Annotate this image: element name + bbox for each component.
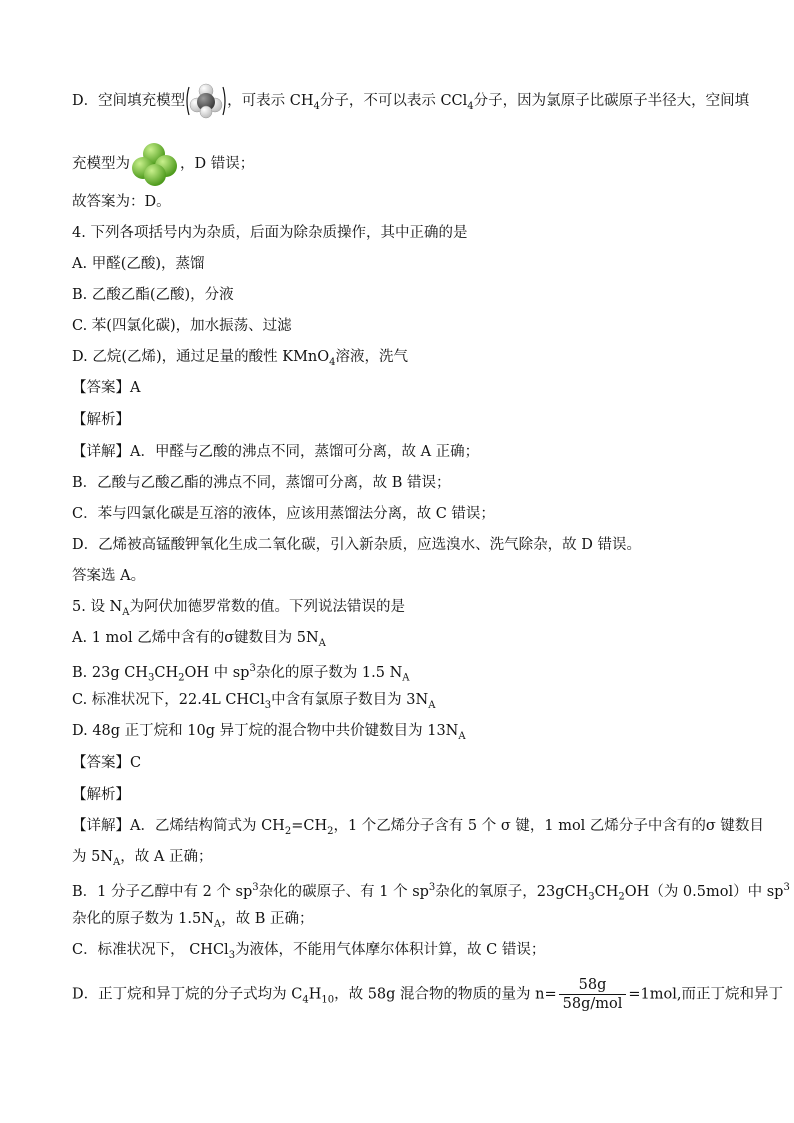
q5-explain-b-1 <box>72 878 790 908</box>
text: 溶液，洗气 <box>335 349 409 365</box>
q4-stem <box>72 223 467 243</box>
q4-explain-a <box>72 442 479 462</box>
text: 【详解】A．乙烯结构简式为 CH <box>72 818 285 834</box>
subscript: 3 <box>147 672 155 684</box>
text: 【详解】A．甲醛与乙酸的沸点不同，蒸馏可分离，故 A 正确； <box>72 444 480 460</box>
q5-answer <box>72 753 141 773</box>
text: H <box>308 986 322 1003</box>
text: D. 乙烷(乙烯)，通过足量的酸性 KMnO <box>72 349 330 365</box>
text: 【解析】 <box>72 412 130 428</box>
text: B．乙酸与乙酸乙酯的沸点不同，蒸馏可分离，故 B 错误； <box>72 475 451 491</box>
q5-option-c <box>72 690 435 716</box>
q4-option-b <box>72 285 234 305</box>
text: 故答案为：D。 <box>72 194 171 210</box>
text: 杂化的氧原子，23gCH <box>435 883 589 900</box>
subscript: 4 <box>329 356 336 368</box>
text: A. 甲醛(乙酸)，蒸馏 <box>72 256 205 272</box>
text: D．乙烯被高锰酸钾氧化生成二氧化碳，引入新杂质，应选溴水、洗气除杂，故 D 错误。 <box>72 537 641 553</box>
text: CH <box>594 883 619 900</box>
line-d3-2 <box>72 142 254 186</box>
superscript: 3 <box>783 882 790 893</box>
text: =CH <box>291 818 328 834</box>
subscript: A <box>458 730 466 742</box>
q5-explain-b-2 <box>72 909 313 935</box>
text: 为液体，不能用气体摩尔体积计算，故 C 错误； <box>235 942 546 958</box>
text: 分子，不可以表示 CCl <box>319 93 468 109</box>
subscript: 2 <box>178 672 185 684</box>
q4-jiexi <box>72 410 130 430</box>
text: ，1 个乙烯分子含有 5 个 σ 键，1 mol 乙烯分子中含有的σ 键数目 <box>333 818 764 834</box>
text: 【解析】 <box>72 787 130 803</box>
subscript: 4 <box>302 994 309 1006</box>
text: D. 48g 正丁烷和 10g 异丁烷的混合物中共价键数目为 13N <box>72 723 459 739</box>
subscript: 3 <box>264 699 272 711</box>
subscript: A <box>113 856 121 868</box>
q5-explain-a-2 <box>72 847 212 873</box>
text: OH（为 0.5mol）中 sp <box>624 883 784 900</box>
text: 答案选 A。 <box>72 568 146 584</box>
subscript: 2 <box>618 891 625 903</box>
text: C．苯与四氯化碳是互溶的液体，应该用蒸馏法分离，故 C 错误； <box>72 506 495 522</box>
text: =1mol,而正丁烷和异丁 <box>628 986 784 1003</box>
q4-explain-b <box>72 473 451 493</box>
subscript: 4 <box>313 100 320 112</box>
fraction-numerator: 58g <box>559 976 627 995</box>
text: 为 5N <box>72 849 114 865</box>
subscript: 3 <box>588 891 595 903</box>
q4-explain-c <box>72 504 495 524</box>
q5-option-a <box>72 628 326 654</box>
text: D．空间填充模型 <box>72 93 186 109</box>
q5-jiexi <box>72 785 130 805</box>
fraction-denominator: 58g/mol <box>562 996 623 1012</box>
q5-stem <box>72 597 405 623</box>
text: ，故 A 正确； <box>120 849 213 865</box>
text: 【答案】C <box>72 755 142 771</box>
q4-option-a <box>72 254 205 274</box>
text: 为阿伏加德罗常数的值。下列说法错误的是 <box>129 599 405 615</box>
text: CH <box>154 664 179 681</box>
line-d3-3 <box>72 192 171 212</box>
text: A. 1 mol 乙烯中含有的σ键数目为 5N <box>72 630 319 646</box>
q4-option-c <box>72 316 292 336</box>
text: 4. 下列各项括号内为杂质，后面为除杂质操作，其中正确的是 <box>72 225 468 241</box>
q5-option-b <box>72 659 410 689</box>
q4-answer <box>72 378 140 398</box>
subscript: A <box>122 606 130 618</box>
subscript: A <box>428 699 436 711</box>
subscript: 2 <box>284 825 292 837</box>
text: B. 乙酸乙酯(乙酸)，分液 <box>72 287 234 303</box>
q4-end <box>72 566 145 586</box>
text: ，D 错误； <box>180 156 255 172</box>
text: 杂化的碳原子、有 1 个 sp <box>258 883 429 900</box>
text: C．标准状况下， CHCl <box>72 942 229 958</box>
line-d3-1 <box>72 83 749 119</box>
q5-option-d <box>72 721 466 747</box>
subscript: A <box>402 672 410 684</box>
subscript: 4 <box>467 100 474 112</box>
q5-explain-d <box>72 976 783 1013</box>
subscript: A <box>318 637 326 649</box>
text: 充模型为 <box>72 156 130 172</box>
text: B．1 分子乙醇中有 2 个 sp <box>72 883 253 900</box>
q4-option-d <box>72 347 408 373</box>
subscript: 10 <box>321 994 335 1006</box>
text: ，可表示 CH <box>227 93 314 109</box>
superscript: 3 <box>252 882 259 893</box>
text: 中含有氯原子数目为 3N <box>271 692 429 708</box>
q5-explain-a-1 <box>72 816 764 842</box>
text: D．正丁烷和异丁烷的分子式均为 C <box>72 986 303 1003</box>
text: ，故 58g 混合物的物质的量为 n= <box>334 986 557 1003</box>
fraction <box>559 976 627 1013</box>
text: C. 苯(四氯化碳)，加水振荡、过滤 <box>72 318 292 334</box>
subscript: 3 <box>228 949 236 961</box>
text: 杂化的原子数为 1.5N <box>72 911 214 927</box>
methane-model-icon <box>185 83 227 119</box>
text: 【答案】A <box>72 380 141 396</box>
subscript: 2 <box>327 825 334 837</box>
text: 分子，因为氯原子比碳原子半径大，空间填 <box>473 93 750 109</box>
text: ，故 B 正确； <box>221 911 314 927</box>
ccl4-model-icon <box>130 142 180 186</box>
superscript: 3 <box>249 663 256 674</box>
text: 杂化的原子数为 1.5 N <box>255 664 403 681</box>
q5-explain-c <box>72 940 545 966</box>
text: 5. 设 N <box>72 599 123 615</box>
text: B. 23g CH <box>72 664 148 681</box>
subscript: A <box>213 918 222 930</box>
superscript: 3 <box>428 882 436 893</box>
text: C. 标准状况下，22.4L CHCl <box>72 692 265 708</box>
text: OH 中 sp <box>184 664 250 681</box>
q4-explain-d <box>72 535 641 555</box>
